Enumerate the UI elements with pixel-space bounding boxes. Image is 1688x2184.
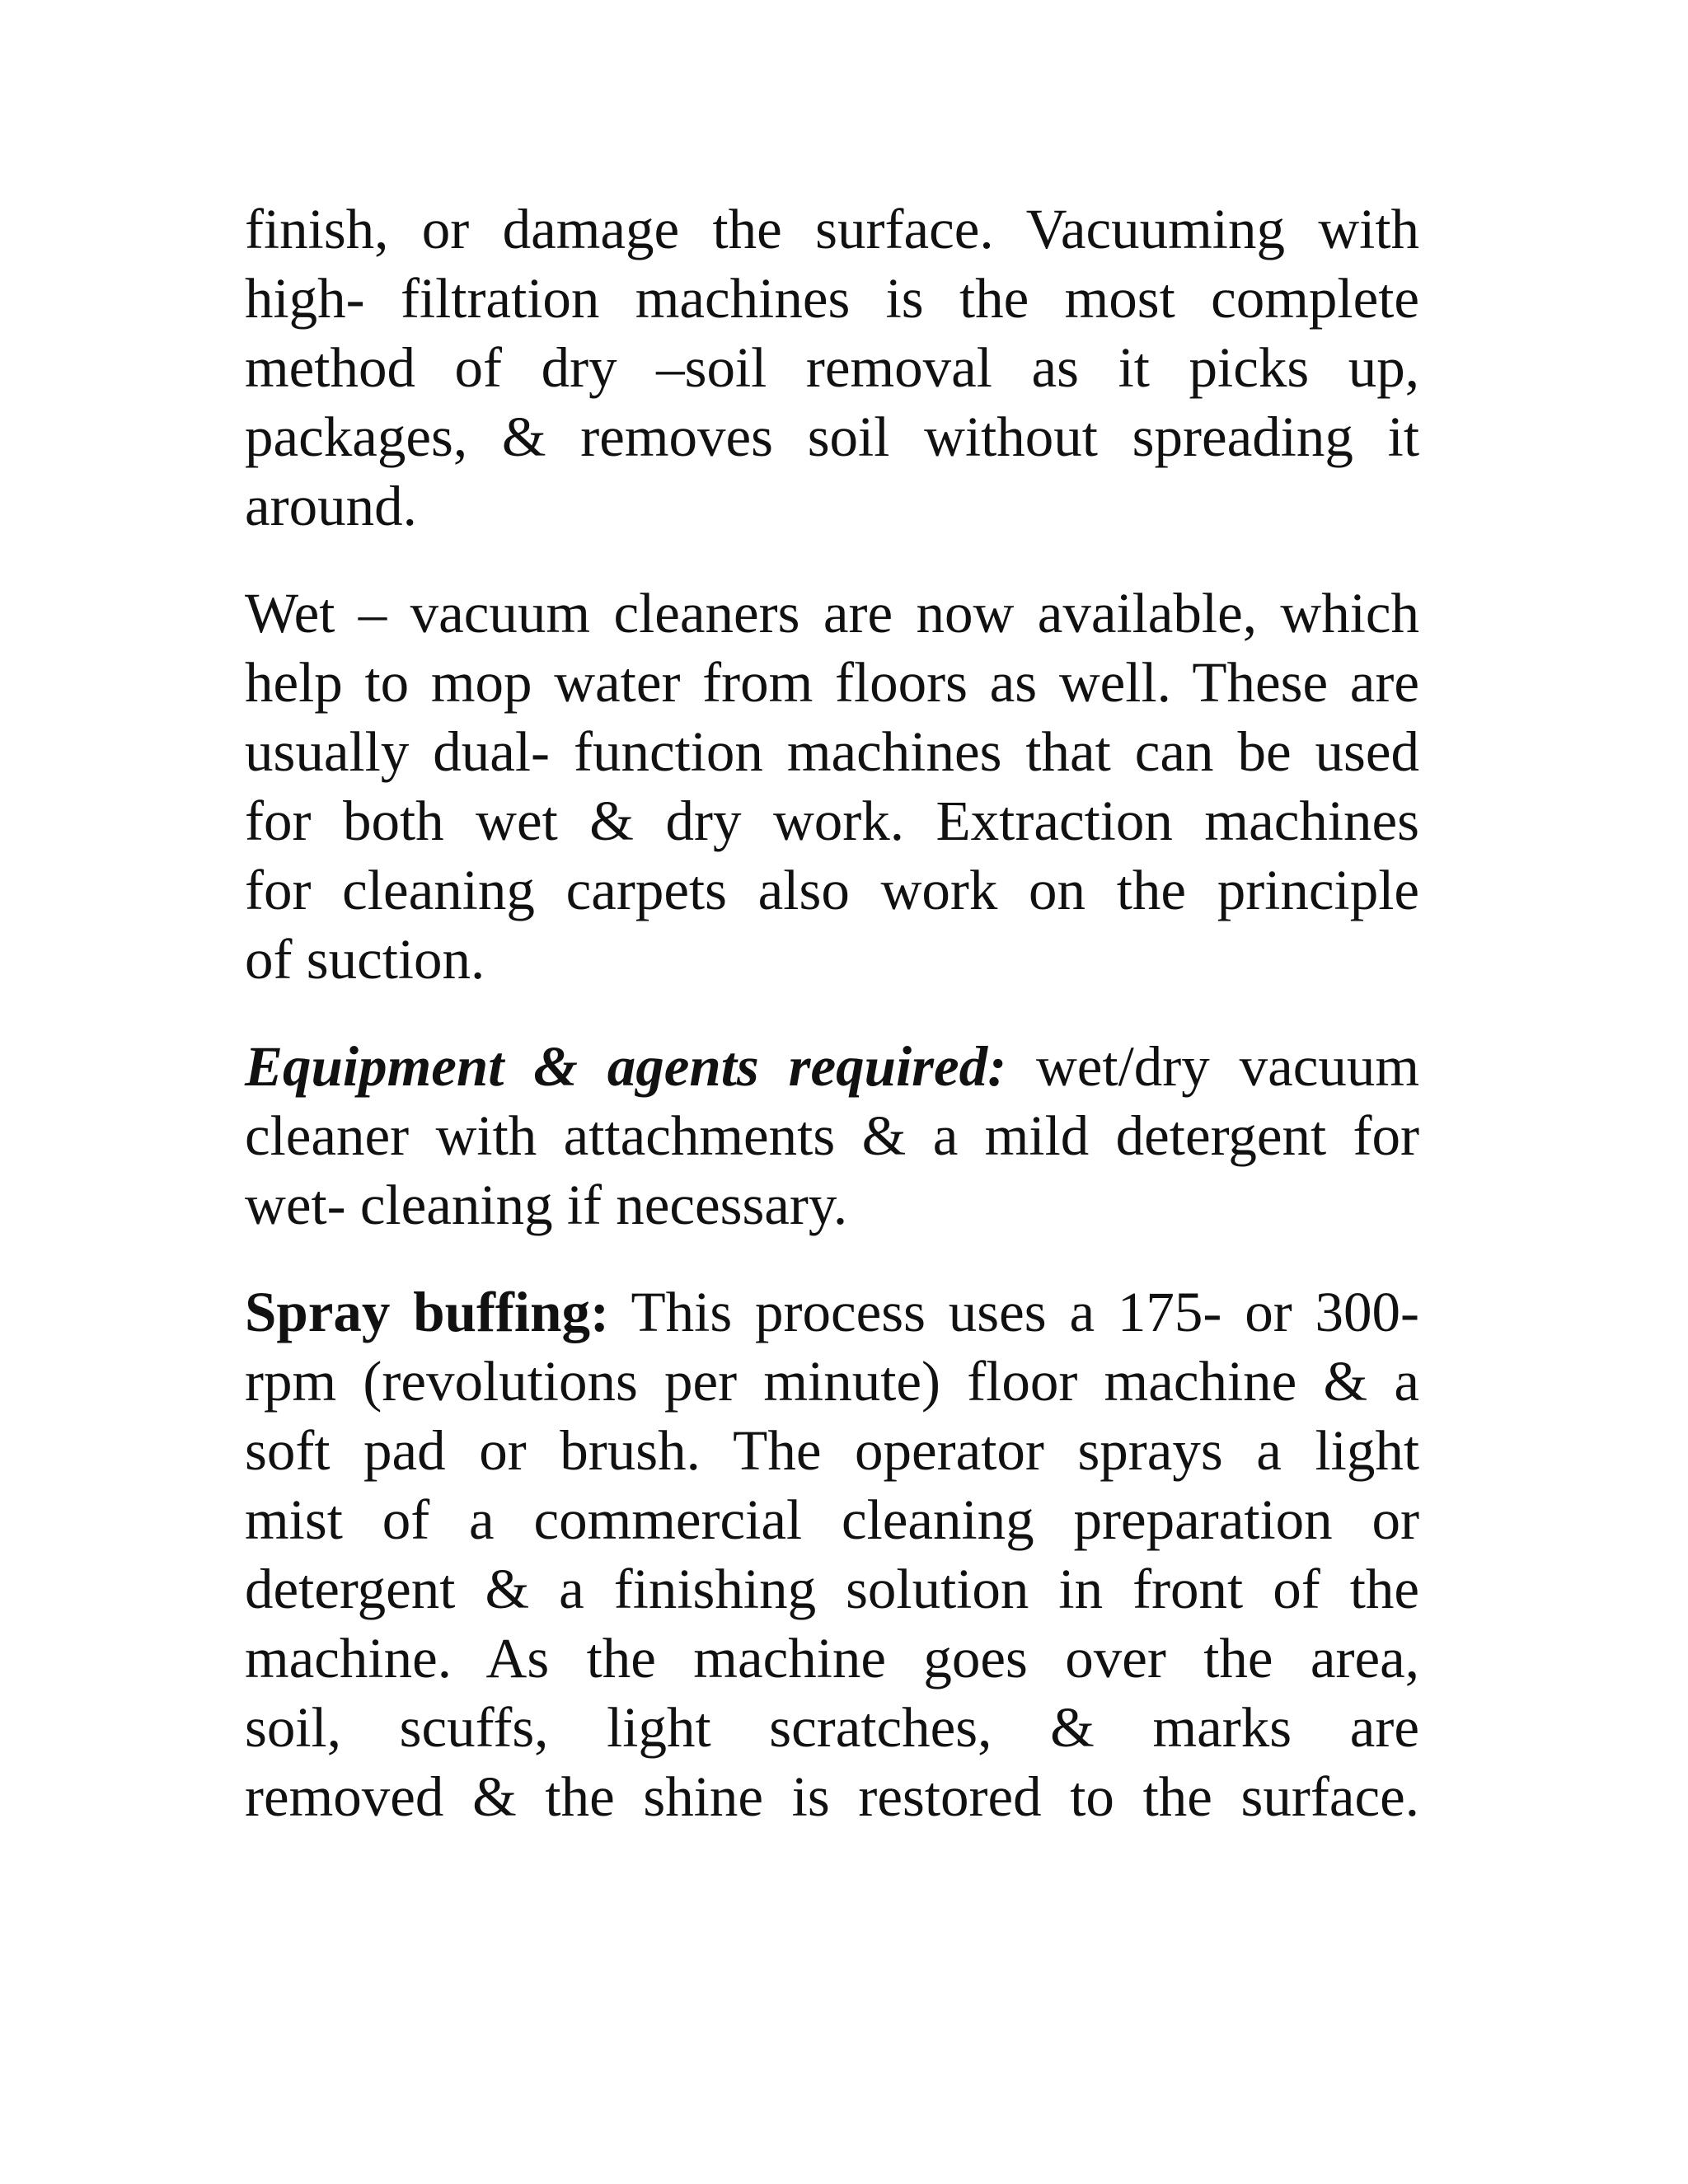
text-line: rpm (revolutions per minute) floor machine & a [245, 1350, 1419, 1413]
equipment-lead-rest: wet/dry vacuum [1006, 1035, 1419, 1098]
paragraph-dry-soil-removal [245, 194, 1419, 541]
text-line: mist of a commercial cleaning preparation or [245, 1488, 1419, 1551]
text-line: for both wet & dry work. Extraction machines [245, 790, 1419, 852]
paragraph-wet-vacuum [245, 579, 1419, 994]
text-line-with-lead [245, 1032, 1419, 1101]
text-line: detergent & a finishing solution in front of the [245, 1558, 1419, 1620]
page-body [245, 194, 1419, 1869]
equipment-heading: Equipment & agents required: [245, 1035, 1007, 1098]
text-line: around. [245, 475, 417, 537]
text-line: soft pad or brush. The operator sprays a light [245, 1419, 1419, 1482]
spray-buffing-heading: Spray buffing: [245, 1281, 609, 1343]
text-line: finish, or damage the surface. Vacuuming with [245, 198, 1419, 260]
text-line: high- filtration machines is the most complete [245, 267, 1419, 330]
text-line: usually dual- function machines that can be used [245, 720, 1419, 783]
text-line: wet- cleaning if necessary. [245, 1174, 848, 1236]
text-line-with-lead [245, 1277, 1419, 1347]
text-line: packages, & removes soil without spreading it [245, 405, 1419, 468]
text-line: removed & the shine is restored to the surface. [245, 1765, 1419, 1828]
text-line: method of dry –soil removal as it picks up, [245, 336, 1419, 399]
spray-buffing-lead-rest: This process uses a 175- or 300- [608, 1281, 1419, 1343]
text-line: for cleaning carpets also work on the principle [245, 859, 1419, 921]
text-line: machine. As the machine goes over the area, [245, 1627, 1419, 1690]
text-line: Wet – vacuum cleaners are now available, which [245, 582, 1419, 644]
text-line: of suction. [245, 928, 485, 991]
paragraph-spray-buffing [245, 1277, 1419, 1831]
text-line: soil, scuffs, light scratches, & marks are [245, 1696, 1419, 1759]
text-line: help to mop water from floors as well. These are [245, 651, 1419, 714]
text-line: cleaner with attachments & a mild detergent for [245, 1104, 1419, 1167]
paragraph-equipment-agents [245, 1032, 1419, 1240]
